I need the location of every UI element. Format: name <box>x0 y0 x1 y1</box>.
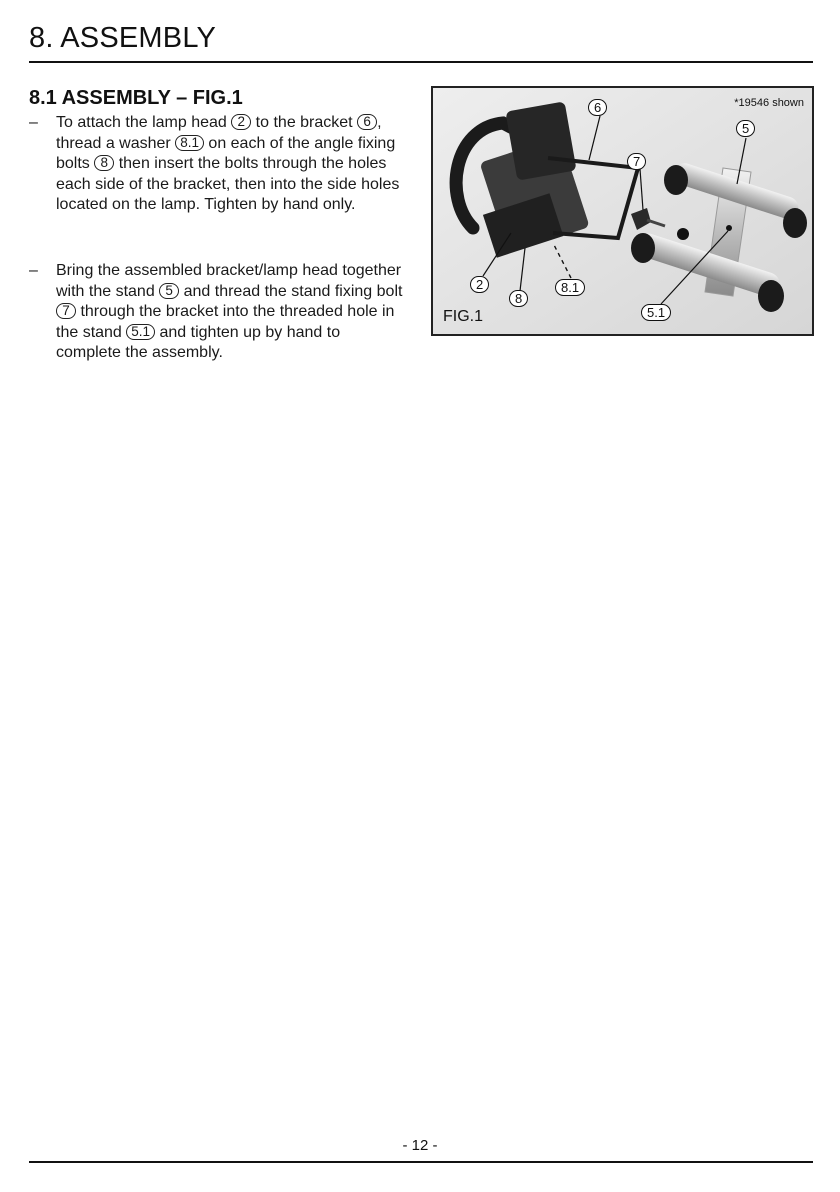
callout-bracket: 6 <box>588 99 607 116</box>
foot-shape <box>631 233 655 263</box>
part-callout: 5 <box>159 283 179 299</box>
bullet-dash: – <box>29 114 38 131</box>
assembly-figure <box>431 86 814 336</box>
part-callout: 2 <box>231 114 251 130</box>
step-text: and tighten up by hand to complete the assembly. <box>56 323 341 361</box>
step-text: on each of the angle fixing bolts <box>56 134 396 172</box>
callout-lamp-head: 2 <box>470 276 489 293</box>
step-text: , thread a washer <box>56 114 382 152</box>
callout-threaded-hole: 5.1 <box>641 304 671 321</box>
step-1-text <box>56 113 408 216</box>
part-callout: 6 <box>357 114 377 130</box>
foot-shape <box>783 208 807 238</box>
part-callout: 8 <box>94 155 114 171</box>
figure-caption: FIG.1 <box>443 308 484 325</box>
page-heading: 8. ASSEMBLY <box>29 22 217 54</box>
callout-angle-bolt: 8 <box>509 290 528 307</box>
foot-shape <box>758 280 784 312</box>
callout-stand: 5 <box>736 120 755 137</box>
foot-shape <box>664 165 688 195</box>
step-text: Bring the assembled bracket/lamp head together with the stand <box>56 262 402 300</box>
section-title: 8.1 ASSEMBLY – FIG.1 <box>29 87 243 109</box>
washer-shape <box>677 228 689 240</box>
step-text: then insert the bolts through the holes each side of the bracket, then into the side holes located on the lamp. Tighten by hand only. <box>56 155 400 213</box>
step-text: through the bracket into the threaded hole in the stand <box>56 303 395 341</box>
step-text: to the bracket <box>251 114 358 131</box>
lamp-housing-shape <box>505 101 576 180</box>
callout-washer: 8.1 <box>555 279 585 296</box>
page-number: - 12 - <box>402 1137 438 1154</box>
part-callout: 8.1 <box>175 135 204 151</box>
assembly-photo <box>433 88 812 334</box>
footer-rule <box>29 1161 813 1163</box>
model-note: *19546 shown <box>734 97 804 109</box>
threaded-hole-shape <box>726 225 732 231</box>
part-callout: 5.1 <box>126 324 155 340</box>
callout-fixing-bolt: 7 <box>627 153 646 170</box>
part-callout: 7 <box>56 303 76 319</box>
bullet-dash: – <box>29 262 38 279</box>
heading-rule <box>29 61 813 63</box>
step-text: and thread the stand fixing bolt <box>179 282 403 300</box>
step-text: To attach the lamp head <box>56 114 232 131</box>
step-2-text <box>56 261 408 364</box>
